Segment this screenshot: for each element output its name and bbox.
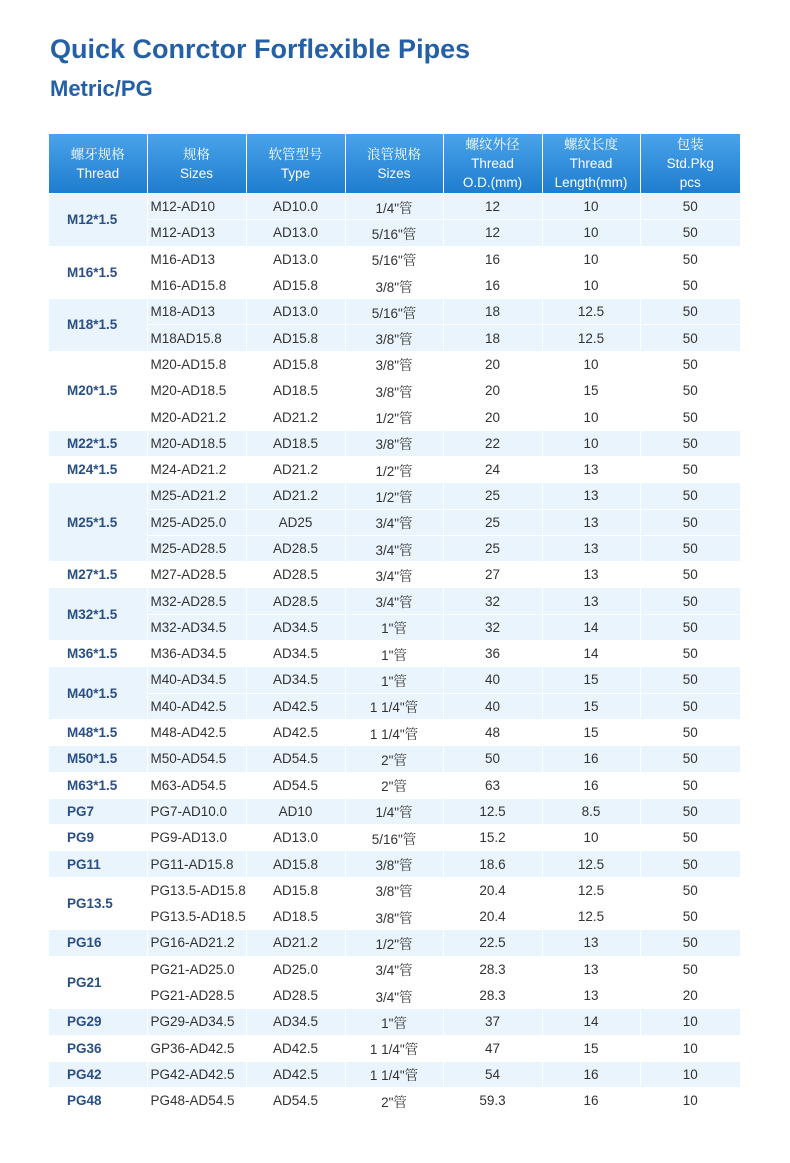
thread-cell: M36*1.5 bbox=[49, 641, 147, 667]
std-pkg-cell: 50 bbox=[640, 956, 740, 982]
thread-length-cell: 13 bbox=[542, 509, 640, 535]
table-row bbox=[49, 1035, 740, 1061]
table-row bbox=[49, 1061, 740, 1087]
pipe-size-cell: 1"管 bbox=[345, 1009, 443, 1035]
table-row bbox=[49, 456, 740, 482]
type-cell: AD13.0 bbox=[246, 220, 345, 246]
thread-length-cell: 10 bbox=[542, 246, 640, 272]
size-cell: M25-AD21.2 bbox=[147, 483, 246, 509]
size-cell: M40-AD34.5 bbox=[147, 667, 246, 693]
size-cell: M18-AD13 bbox=[147, 299, 246, 325]
thread-length-cell: 14 bbox=[542, 614, 640, 640]
type-cell: AD10.0 bbox=[246, 194, 345, 220]
type-cell: AD10 bbox=[246, 798, 345, 824]
pipe-size-cell: 3/8"管 bbox=[345, 351, 443, 377]
pipe-size-cell: 5/16"管 bbox=[345, 825, 443, 851]
pipe-size-cell: 1"管 bbox=[345, 641, 443, 667]
table-row bbox=[49, 325, 740, 351]
size-cell: PG48-AD54.5 bbox=[147, 1088, 246, 1114]
pipe-size-cell: 1/2"管 bbox=[345, 456, 443, 482]
pipe-size-cell: 1 1/4"管 bbox=[345, 719, 443, 745]
size-cell: M63-AD54.5 bbox=[147, 772, 246, 798]
thread-od-cell: 28.3 bbox=[443, 956, 542, 982]
type-cell: AD42.5 bbox=[246, 719, 345, 745]
thread-length-cell: 10 bbox=[542, 430, 640, 456]
thread-length-cell: 16 bbox=[542, 772, 640, 798]
table-row bbox=[49, 351, 740, 377]
pipe-size-cell: 1 1/4"管 bbox=[345, 1061, 443, 1087]
thread-length-cell: 13 bbox=[542, 982, 640, 1008]
type-cell: AD13.0 bbox=[246, 246, 345, 272]
thread-od-cell: 40 bbox=[443, 667, 542, 693]
table-row bbox=[49, 614, 740, 640]
thread-length-cell: 12.5 bbox=[542, 877, 640, 903]
pipe-size-cell: 3/8"管 bbox=[345, 325, 443, 351]
size-cell: M32-AD34.5 bbox=[147, 614, 246, 640]
thread-length-cell: 15 bbox=[542, 1035, 640, 1061]
thread-length-cell: 8.5 bbox=[542, 798, 640, 824]
thread-cell: M20*1.5 bbox=[49, 351, 147, 430]
header-thread-length-cn: 螺纹长度 bbox=[564, 137, 618, 152]
type-cell: AD34.5 bbox=[246, 1009, 345, 1035]
table-row bbox=[49, 930, 740, 956]
type-cell: AD34.5 bbox=[246, 614, 345, 640]
type-cell: AD28.5 bbox=[246, 562, 345, 588]
thread-od-cell: 54 bbox=[443, 1061, 542, 1087]
thread-length-cell: 14 bbox=[542, 641, 640, 667]
page-subtitle: Metric/PG bbox=[50, 76, 153, 101]
header-thread-cn: 螺牙规格 bbox=[70, 146, 125, 162]
pipe-size-cell: 1/4"管 bbox=[345, 798, 443, 824]
thread-od-cell: 28.3 bbox=[443, 982, 542, 1008]
thread-cell: M22*1.5 bbox=[49, 430, 147, 456]
thread-length-cell: 13 bbox=[542, 535, 640, 561]
pipe-size-cell: 1 1/4"管 bbox=[345, 1035, 443, 1061]
thread-od-cell: 15.2 bbox=[443, 825, 542, 851]
thread-od-cell: 59.3 bbox=[443, 1088, 542, 1114]
thread-cell: PG16 bbox=[49, 930, 147, 956]
header-thread bbox=[49, 134, 147, 194]
thread-cell: PG21 bbox=[49, 956, 147, 1009]
header-thread-od-unit: O.D.(mm) bbox=[462, 175, 523, 190]
table-row bbox=[49, 693, 740, 719]
thread-od-cell: 12 bbox=[443, 220, 542, 246]
thread-length-cell: 16 bbox=[542, 1061, 640, 1087]
thread-cell: M27*1.5 bbox=[49, 562, 147, 588]
std-pkg-cell: 50 bbox=[640, 746, 740, 772]
thread-od-cell: 24 bbox=[443, 456, 542, 482]
table-row bbox=[49, 825, 740, 851]
std-pkg-cell: 50 bbox=[640, 719, 740, 745]
thread-cell: PG13.5 bbox=[49, 877, 147, 930]
table-body bbox=[49, 194, 740, 1114]
thread-od-cell: 22 bbox=[443, 430, 542, 456]
type-cell: AD15.8 bbox=[246, 272, 345, 298]
std-pkg-cell: 50 bbox=[640, 588, 740, 614]
pipe-size-cell: 3/8"管 bbox=[345, 272, 443, 298]
table-row bbox=[49, 877, 740, 903]
std-pkg-cell: 50 bbox=[640, 246, 740, 272]
type-cell: AD18.5 bbox=[246, 378, 345, 404]
thread-od-cell: 20.4 bbox=[443, 904, 542, 930]
thread-cell: M16*1.5 bbox=[49, 246, 147, 299]
type-cell: AD18.5 bbox=[246, 430, 345, 456]
size-cell: M16-AD15.8 bbox=[147, 272, 246, 298]
type-cell: AD15.8 bbox=[246, 325, 345, 351]
pipe-size-cell: 3/8"管 bbox=[345, 851, 443, 877]
size-cell: M48-AD42.5 bbox=[147, 719, 246, 745]
header-thread-en: Thread bbox=[76, 165, 120, 181]
page-title: Quick Conrctor Forflexible Pipes bbox=[50, 34, 471, 64]
header-type-en: Type bbox=[280, 165, 311, 181]
thread-od-cell: 32 bbox=[443, 614, 542, 640]
thread-od-cell: 12 bbox=[443, 194, 542, 220]
thread-od-cell: 32 bbox=[443, 588, 542, 614]
thread-length-cell: 12.5 bbox=[542, 299, 640, 325]
table-row bbox=[49, 798, 740, 824]
thread-cell: M40*1.5 bbox=[49, 667, 147, 720]
table-row bbox=[49, 430, 740, 456]
std-pkg-cell: 50 bbox=[640, 825, 740, 851]
size-cell: M20-AD21.2 bbox=[147, 404, 246, 430]
header-type-cn: 软管型号 bbox=[268, 146, 323, 162]
type-cell: AD42.5 bbox=[246, 693, 345, 719]
std-pkg-cell: 50 bbox=[640, 904, 740, 930]
pipe-size-cell: 3/4"管 bbox=[345, 982, 443, 1008]
std-pkg-cell: 50 bbox=[640, 509, 740, 535]
thread-length-cell: 15 bbox=[542, 693, 640, 719]
thread-od-cell: 48 bbox=[443, 719, 542, 745]
thread-length-cell: 10 bbox=[542, 351, 640, 377]
type-cell: AD28.5 bbox=[246, 982, 345, 1008]
header-thread-od bbox=[443, 134, 542, 194]
pipe-size-cell: 3/4"管 bbox=[345, 535, 443, 561]
header-pipe-sizes-en: Sizes bbox=[377, 165, 411, 181]
header-std-pkg bbox=[640, 134, 740, 194]
header-type bbox=[246, 134, 345, 194]
thread-od-cell: 20 bbox=[443, 404, 542, 430]
table-row bbox=[49, 667, 740, 693]
size-cell: PG9-AD13.0 bbox=[147, 825, 246, 851]
size-cell: PG21-AD28.5 bbox=[147, 982, 246, 1008]
size-cell: PG11-AD15.8 bbox=[147, 851, 246, 877]
size-cell: M50-AD54.5 bbox=[147, 746, 246, 772]
std-pkg-cell: 50 bbox=[640, 930, 740, 956]
thread-cell: PG29 bbox=[49, 1009, 147, 1035]
table-row bbox=[49, 299, 740, 325]
thread-length-cell: 15 bbox=[542, 378, 640, 404]
size-cell: M40-AD42.5 bbox=[147, 693, 246, 719]
table-row bbox=[49, 904, 740, 930]
size-cell: M25-AD25.0 bbox=[147, 509, 246, 535]
pipe-size-cell: 3/8"管 bbox=[345, 877, 443, 903]
type-cell: AD15.8 bbox=[246, 877, 345, 903]
pipe-size-cell: 2"管 bbox=[345, 772, 443, 798]
size-cell: M12-AD13 bbox=[147, 220, 246, 246]
thread-od-cell: 25 bbox=[443, 535, 542, 561]
type-cell: AD15.8 bbox=[246, 351, 345, 377]
thread-length-cell: 16 bbox=[542, 1088, 640, 1114]
thread-cell: M12*1.5 bbox=[49, 194, 147, 247]
std-pkg-cell: 50 bbox=[640, 614, 740, 640]
thread-length-cell: 14 bbox=[542, 1009, 640, 1035]
thread-cell: PG36 bbox=[49, 1035, 147, 1061]
std-pkg-cell: 20 bbox=[640, 982, 740, 1008]
table-row bbox=[49, 220, 740, 246]
table-row bbox=[49, 719, 740, 745]
table-row bbox=[49, 246, 740, 272]
thread-length-cell: 13 bbox=[542, 456, 640, 482]
header-sizes-en: Sizes bbox=[179, 165, 213, 181]
size-cell: M32-AD28.5 bbox=[147, 588, 246, 614]
table-row bbox=[49, 1088, 740, 1114]
size-cell: M20-AD18.5 bbox=[147, 430, 246, 456]
table-row bbox=[49, 194, 740, 220]
table-row bbox=[49, 982, 740, 1008]
std-pkg-cell: 10 bbox=[640, 1061, 740, 1087]
table-row bbox=[49, 509, 740, 535]
pipe-size-cell: 5/16"管 bbox=[345, 299, 443, 325]
thread-od-cell: 50 bbox=[443, 746, 542, 772]
std-pkg-cell: 50 bbox=[640, 272, 740, 298]
std-pkg-cell: 50 bbox=[640, 456, 740, 482]
thread-cell: M32*1.5 bbox=[49, 588, 147, 641]
header-thread-length-unit: Length(mm) bbox=[554, 175, 628, 190]
std-pkg-cell: 50 bbox=[640, 220, 740, 246]
thread-length-cell: 12.5 bbox=[542, 325, 640, 351]
pipe-size-cell: 3/8"管 bbox=[345, 430, 443, 456]
size-cell: M27-AD28.5 bbox=[147, 562, 246, 588]
type-cell: AD28.5 bbox=[246, 535, 345, 561]
table-row bbox=[49, 272, 740, 298]
thread-od-cell: 27 bbox=[443, 562, 542, 588]
header-std-pkg-cn: 包装 bbox=[676, 137, 704, 152]
type-cell: AD42.5 bbox=[246, 1061, 345, 1087]
table-row bbox=[49, 772, 740, 798]
size-cell: M25-AD28.5 bbox=[147, 535, 246, 561]
size-cell: PG13.5-AD15.8 bbox=[147, 877, 246, 903]
std-pkg-cell: 50 bbox=[640, 430, 740, 456]
size-cell: PG7-AD10.0 bbox=[147, 798, 246, 824]
pipe-size-cell: 1/2"管 bbox=[345, 930, 443, 956]
table-row bbox=[49, 535, 740, 561]
size-cell: PG13.5-AD18.5 bbox=[147, 904, 246, 930]
type-cell: AD54.5 bbox=[246, 746, 345, 772]
std-pkg-cell: 50 bbox=[640, 851, 740, 877]
size-cell: M36-AD34.5 bbox=[147, 641, 246, 667]
thread-od-cell: 20.4 bbox=[443, 877, 542, 903]
pipe-size-cell: 3/4"管 bbox=[345, 956, 443, 982]
size-cell: PG21-AD25.0 bbox=[147, 956, 246, 982]
std-pkg-cell: 50 bbox=[640, 562, 740, 588]
thread-cell: M48*1.5 bbox=[49, 719, 147, 745]
thread-od-cell: 22.5 bbox=[443, 930, 542, 956]
pipe-size-cell: 3/8"管 bbox=[345, 904, 443, 930]
table-row bbox=[49, 851, 740, 877]
table-row bbox=[49, 588, 740, 614]
pipe-size-cell: 2"管 bbox=[345, 1088, 443, 1114]
thread-length-cell: 10 bbox=[542, 272, 640, 298]
thread-od-cell: 25 bbox=[443, 483, 542, 509]
type-cell: AD28.5 bbox=[246, 588, 345, 614]
pipe-size-cell: 3/4"管 bbox=[345, 588, 443, 614]
thread-length-cell: 12.5 bbox=[542, 851, 640, 877]
thread-od-cell: 18 bbox=[443, 325, 542, 351]
thread-length-cell: 10 bbox=[542, 194, 640, 220]
size-cell: M18AD15.8 bbox=[147, 325, 246, 351]
type-cell: AD13.0 bbox=[246, 825, 345, 851]
thread-cell: PG11 bbox=[49, 851, 147, 877]
header-thread-od-en: Thread bbox=[471, 156, 514, 171]
pipe-size-cell: 3/4"管 bbox=[345, 562, 443, 588]
thread-cell: M25*1.5 bbox=[49, 483, 147, 562]
thread-od-cell: 20 bbox=[443, 351, 542, 377]
pipe-size-cell: 5/16"管 bbox=[345, 220, 443, 246]
std-pkg-cell: 10 bbox=[640, 1009, 740, 1035]
thread-length-cell: 10 bbox=[542, 404, 640, 430]
thread-length-cell: 13 bbox=[542, 562, 640, 588]
size-cell: M24-AD21.2 bbox=[147, 456, 246, 482]
thread-length-cell: 15 bbox=[542, 719, 640, 745]
thread-od-cell: 16 bbox=[443, 272, 542, 298]
type-cell: AD21.2 bbox=[246, 930, 345, 956]
table-row bbox=[49, 956, 740, 982]
table-row bbox=[49, 1009, 740, 1035]
thread-od-cell: 16 bbox=[443, 246, 542, 272]
type-cell: AD54.5 bbox=[246, 772, 345, 798]
thread-od-cell: 25 bbox=[443, 509, 542, 535]
std-pkg-cell: 50 bbox=[640, 378, 740, 404]
type-cell: AD25.0 bbox=[246, 956, 345, 982]
type-cell: AD13.0 bbox=[246, 299, 345, 325]
std-pkg-cell: 50 bbox=[640, 693, 740, 719]
pipe-size-cell: 5/16"管 bbox=[345, 246, 443, 272]
thread-od-cell: 37 bbox=[443, 1009, 542, 1035]
std-pkg-cell: 50 bbox=[640, 351, 740, 377]
std-pkg-cell: 50 bbox=[640, 299, 740, 325]
thread-length-cell: 10 bbox=[542, 220, 640, 246]
size-cell: M20-AD15.8 bbox=[147, 351, 246, 377]
table-row bbox=[49, 746, 740, 772]
thread-cell: M18*1.5 bbox=[49, 299, 147, 352]
size-cell: PG16-AD21.2 bbox=[147, 930, 246, 956]
type-cell: AD42.5 bbox=[246, 1035, 345, 1061]
table-row bbox=[49, 404, 740, 430]
thread-length-cell: 12.5 bbox=[542, 904, 640, 930]
thread-length-cell: 15 bbox=[542, 667, 640, 693]
header-thread-length-en: Thread bbox=[569, 156, 613, 171]
size-cell: M16-AD13 bbox=[147, 246, 246, 272]
pipe-size-cell: 3/8"管 bbox=[345, 378, 443, 404]
table-header-row bbox=[49, 134, 740, 194]
thread-length-cell: 13 bbox=[542, 930, 640, 956]
std-pkg-cell: 50 bbox=[640, 772, 740, 798]
table-row bbox=[49, 562, 740, 588]
table-row bbox=[49, 483, 740, 509]
std-pkg-cell: 50 bbox=[640, 877, 740, 903]
thread-cell: PG9 bbox=[49, 825, 147, 851]
std-pkg-cell: 10 bbox=[640, 1088, 740, 1114]
type-cell: AD15.8 bbox=[246, 851, 345, 877]
thread-od-cell: 63 bbox=[443, 772, 542, 798]
thread-od-cell: 18.6 bbox=[443, 851, 542, 877]
thread-length-cell: 16 bbox=[542, 746, 640, 772]
std-pkg-cell: 10 bbox=[640, 1035, 740, 1061]
pipe-size-cell: 3/4"管 bbox=[345, 509, 443, 535]
thread-od-cell: 12.5 bbox=[443, 798, 542, 824]
size-cell: PG29-AD34.5 bbox=[147, 1009, 246, 1035]
thread-cell: M24*1.5 bbox=[49, 456, 147, 482]
table-row bbox=[49, 378, 740, 404]
type-cell: AD21.2 bbox=[246, 456, 345, 482]
table-row bbox=[49, 641, 740, 667]
thread-od-cell: 47 bbox=[443, 1035, 542, 1061]
std-pkg-cell: 50 bbox=[640, 483, 740, 509]
pipe-size-cell: 1/2"管 bbox=[345, 483, 443, 509]
size-cell: PG42-AD42.5 bbox=[147, 1061, 246, 1087]
thread-length-cell: 13 bbox=[542, 483, 640, 509]
type-cell: AD34.5 bbox=[246, 641, 345, 667]
header-std-pkg-en: Std.Pkg bbox=[666, 156, 714, 171]
size-cell: M20-AD18.5 bbox=[147, 378, 246, 404]
header-thread-od-cn: 螺纹外径 bbox=[465, 137, 520, 152]
header-std-pkg-unit: pcs bbox=[679, 175, 701, 190]
thread-length-cell: 13 bbox=[542, 588, 640, 614]
std-pkg-cell: 50 bbox=[640, 798, 740, 824]
type-cell: AD18.5 bbox=[246, 904, 345, 930]
thread-od-cell: 18 bbox=[443, 299, 542, 325]
type-cell: AD54.5 bbox=[246, 1088, 345, 1114]
header-sizes-cn: 规格 bbox=[183, 146, 210, 162]
thread-od-cell: 36 bbox=[443, 641, 542, 667]
thread-cell: M50*1.5 bbox=[49, 746, 147, 772]
std-pkg-cell: 50 bbox=[640, 325, 740, 351]
type-cell: AD21.2 bbox=[246, 483, 345, 509]
header-sizes bbox=[147, 134, 246, 194]
thread-od-cell: 20 bbox=[443, 378, 542, 404]
pipe-size-cell: 1/2"管 bbox=[345, 404, 443, 430]
size-cell: GP36-AD42.5 bbox=[147, 1035, 246, 1061]
thread-cell: PG42 bbox=[49, 1061, 147, 1087]
thread-length-cell: 13 bbox=[542, 956, 640, 982]
pipe-size-cell: 1"管 bbox=[345, 667, 443, 693]
pipe-size-cell: 1/4"管 bbox=[345, 194, 443, 220]
type-cell: AD21.2 bbox=[246, 404, 345, 430]
std-pkg-cell: 50 bbox=[640, 667, 740, 693]
pipe-size-cell: 1"管 bbox=[345, 614, 443, 640]
thread-cell: PG7 bbox=[49, 798, 147, 824]
size-cell: M12-AD10 bbox=[147, 194, 246, 220]
thread-cell: M63*1.5 bbox=[49, 772, 147, 798]
thread-cell: PG48 bbox=[49, 1088, 147, 1114]
std-pkg-cell: 50 bbox=[640, 404, 740, 430]
type-cell: AD34.5 bbox=[246, 667, 345, 693]
std-pkg-cell: 50 bbox=[640, 535, 740, 561]
std-pkg-cell: 50 bbox=[640, 194, 740, 220]
header-thread-length bbox=[542, 134, 640, 194]
pipe-size-cell: 2"管 bbox=[345, 746, 443, 772]
spec-table bbox=[49, 134, 740, 1113]
std-pkg-cell: 50 bbox=[640, 641, 740, 667]
thread-od-cell: 40 bbox=[443, 693, 542, 719]
header-pipe-sizes bbox=[345, 134, 443, 194]
header-pipe-sizes-cn: 浪管规格 bbox=[367, 146, 421, 162]
type-cell: AD25 bbox=[246, 509, 345, 535]
thread-length-cell: 10 bbox=[542, 825, 640, 851]
pipe-size-cell: 1 1/4"管 bbox=[345, 693, 443, 719]
